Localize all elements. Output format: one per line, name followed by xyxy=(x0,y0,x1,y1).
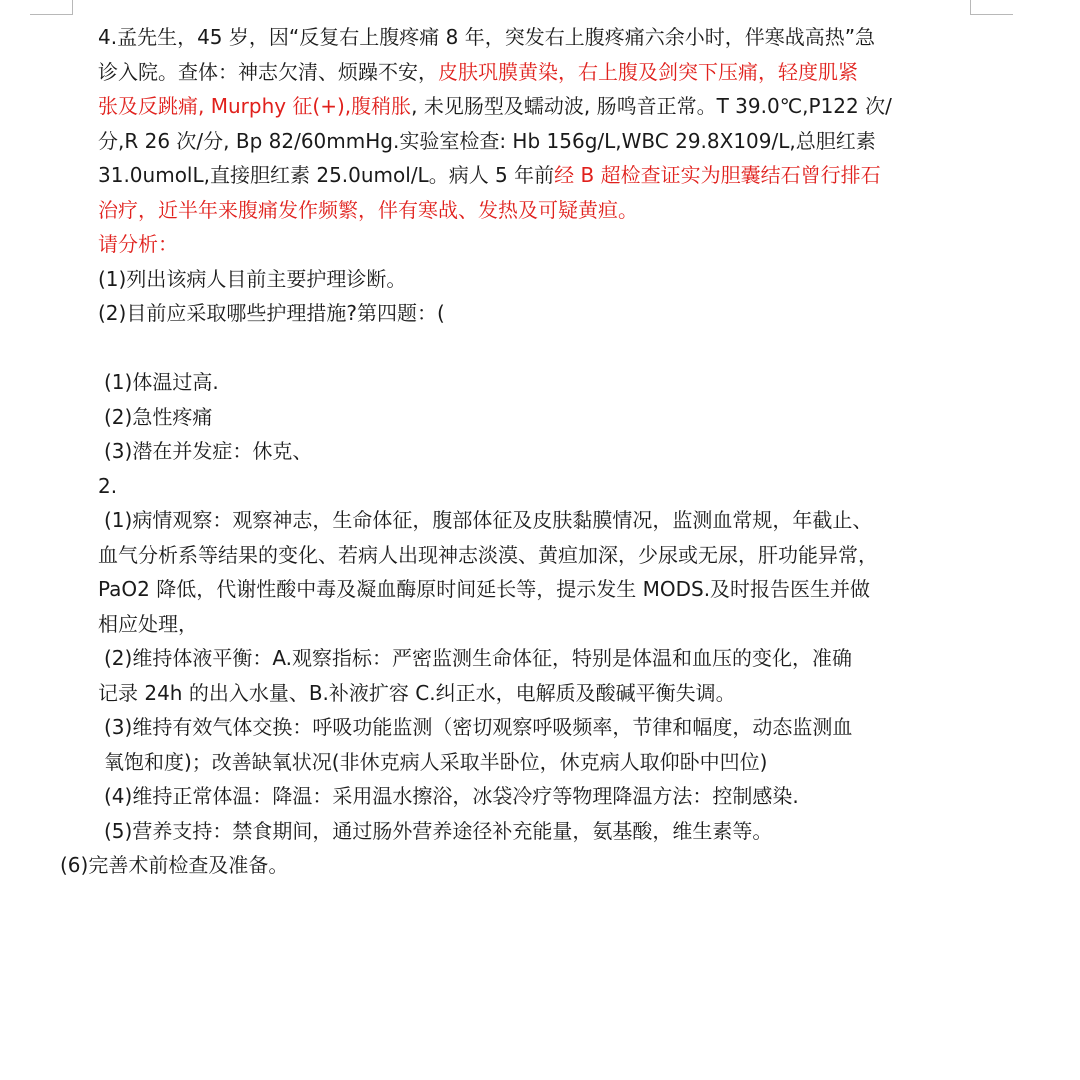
text-run: (5)营养支持：禁食期间，通过肠外营养途径补充能量，氨基酸，维生素等。 xyxy=(104,818,773,843)
text-run: (1)体温过高. xyxy=(104,370,219,394)
diagnosis-item xyxy=(98,365,974,400)
question-line-3 xyxy=(98,89,974,124)
document-body xyxy=(60,20,974,883)
highlighted-text-run: 经 B 超检查证实为胆囊结石曾行排石 xyxy=(554,163,881,187)
highlighted-text-run: 治疗，近半年来腹痛发作频繁，伴有寒战、发热及可疑黄疸。 xyxy=(98,197,638,222)
page-corner-mark-right xyxy=(970,0,1013,15)
question-line-1 xyxy=(98,20,974,55)
text-run: (6)完善术前检查及准备。 xyxy=(60,853,289,877)
measure-line-outdented xyxy=(60,848,974,883)
text-run: PaO2 降低，代谢性酸中毒及凝血酶原时间延长等，提示发生 MODS.及时报告医生并做 xyxy=(98,577,871,601)
text-run: (1)列出该病人目前主要护理诊断。 xyxy=(98,266,407,291)
text-run: 血气分析系等结果的变化、若病人出现神志淡漠、黄疸加深，少尿或无尿，肝功能异常， xyxy=(98,542,878,567)
question-line-5 xyxy=(98,158,974,193)
text-run: (2)维持体液平衡：A.观察指标：严密监测生命体征，特别是体温和血压的变化，准确 xyxy=(104,646,853,670)
question-item-2 xyxy=(98,296,974,331)
question-line-6 xyxy=(98,193,974,228)
measure-line xyxy=(98,779,974,814)
text-run: (2)急性疼痛 xyxy=(104,404,213,429)
diagnosis-item xyxy=(98,400,974,435)
measure-line xyxy=(98,745,974,780)
text-run: (2)目前应采取哪些护理措施?第四题：( xyxy=(98,301,445,325)
text-run: (3)潜在并发症：休克、 xyxy=(104,439,313,463)
measure-line xyxy=(98,572,974,607)
question-line-2 xyxy=(98,55,974,90)
text-run: 分,R 26 次/分, Bp 82/60mmHg.实验室检查: Hb 156g/L,WBC 29.8X109/L,总胆红素 xyxy=(98,128,876,153)
text-run: 2. xyxy=(98,473,118,498)
text-run: 31.0umolL,直接胆红素 25.0umol/L。病人 5 年前 xyxy=(98,163,555,187)
highlighted-text-run: 张及反跳痛, Murphy 征(+),腹稍胀 xyxy=(98,94,412,118)
text-run: 4.孟先生，45 岁，因“反复右上腹疼痛 8 年，突发右上腹疼痛六余小时，伴寒战高热”急 xyxy=(98,25,876,49)
section-label xyxy=(98,469,974,504)
highlighted-text-run: 请分析： xyxy=(98,232,178,256)
text-run: 记录 24h 的出入水量、B.补液扩容 C.纠正水，电解质及酸碱平衡失调。 xyxy=(98,680,736,705)
measure-line xyxy=(98,641,974,676)
measure-line xyxy=(98,710,974,745)
measure-line xyxy=(98,814,974,849)
text-run: 相应处理， xyxy=(98,611,198,636)
question-item-1 xyxy=(98,262,974,297)
text-run: (1)病情观察：观察神志，生命体征，腹部体征及皮肤黏膜情况，监测血常规，年截止、 xyxy=(104,508,873,532)
measure-line xyxy=(98,607,974,642)
analysis-heading xyxy=(98,227,974,262)
blank-line xyxy=(98,331,974,366)
text-run: (3)维持有效气体交换：呼吸功能监测（密切观察呼吸频率，节律和幅度，动态监测血 xyxy=(104,715,853,739)
measure-line xyxy=(98,676,974,711)
highlighted-text-run: 皮肤巩膜黄染，右上腹及剑突下压痛，轻度肌紧 xyxy=(438,59,858,84)
text-run: , 未见肠型及蠕动波, 肠鸣音正常。T 39.0℃,P122 次/ xyxy=(411,94,892,118)
text-run: (4)维持正常体温：降温：采用温水擦浴，冰袋冷疗等物理降温方法：控制感染. xyxy=(104,784,799,808)
diagnosis-item xyxy=(98,434,974,469)
measure-line xyxy=(98,503,974,538)
page-corner-mark-left xyxy=(30,0,73,15)
measure-line xyxy=(98,538,974,573)
question-line-4 xyxy=(98,124,974,159)
text-run: 诊入院。查体：神志欠清、烦躁不安， xyxy=(98,59,438,84)
text-run: 氧饱和度)；改善缺氧状况(非休克病人采取半卧位，休克病人取仰卧中凹位) xyxy=(104,749,768,774)
